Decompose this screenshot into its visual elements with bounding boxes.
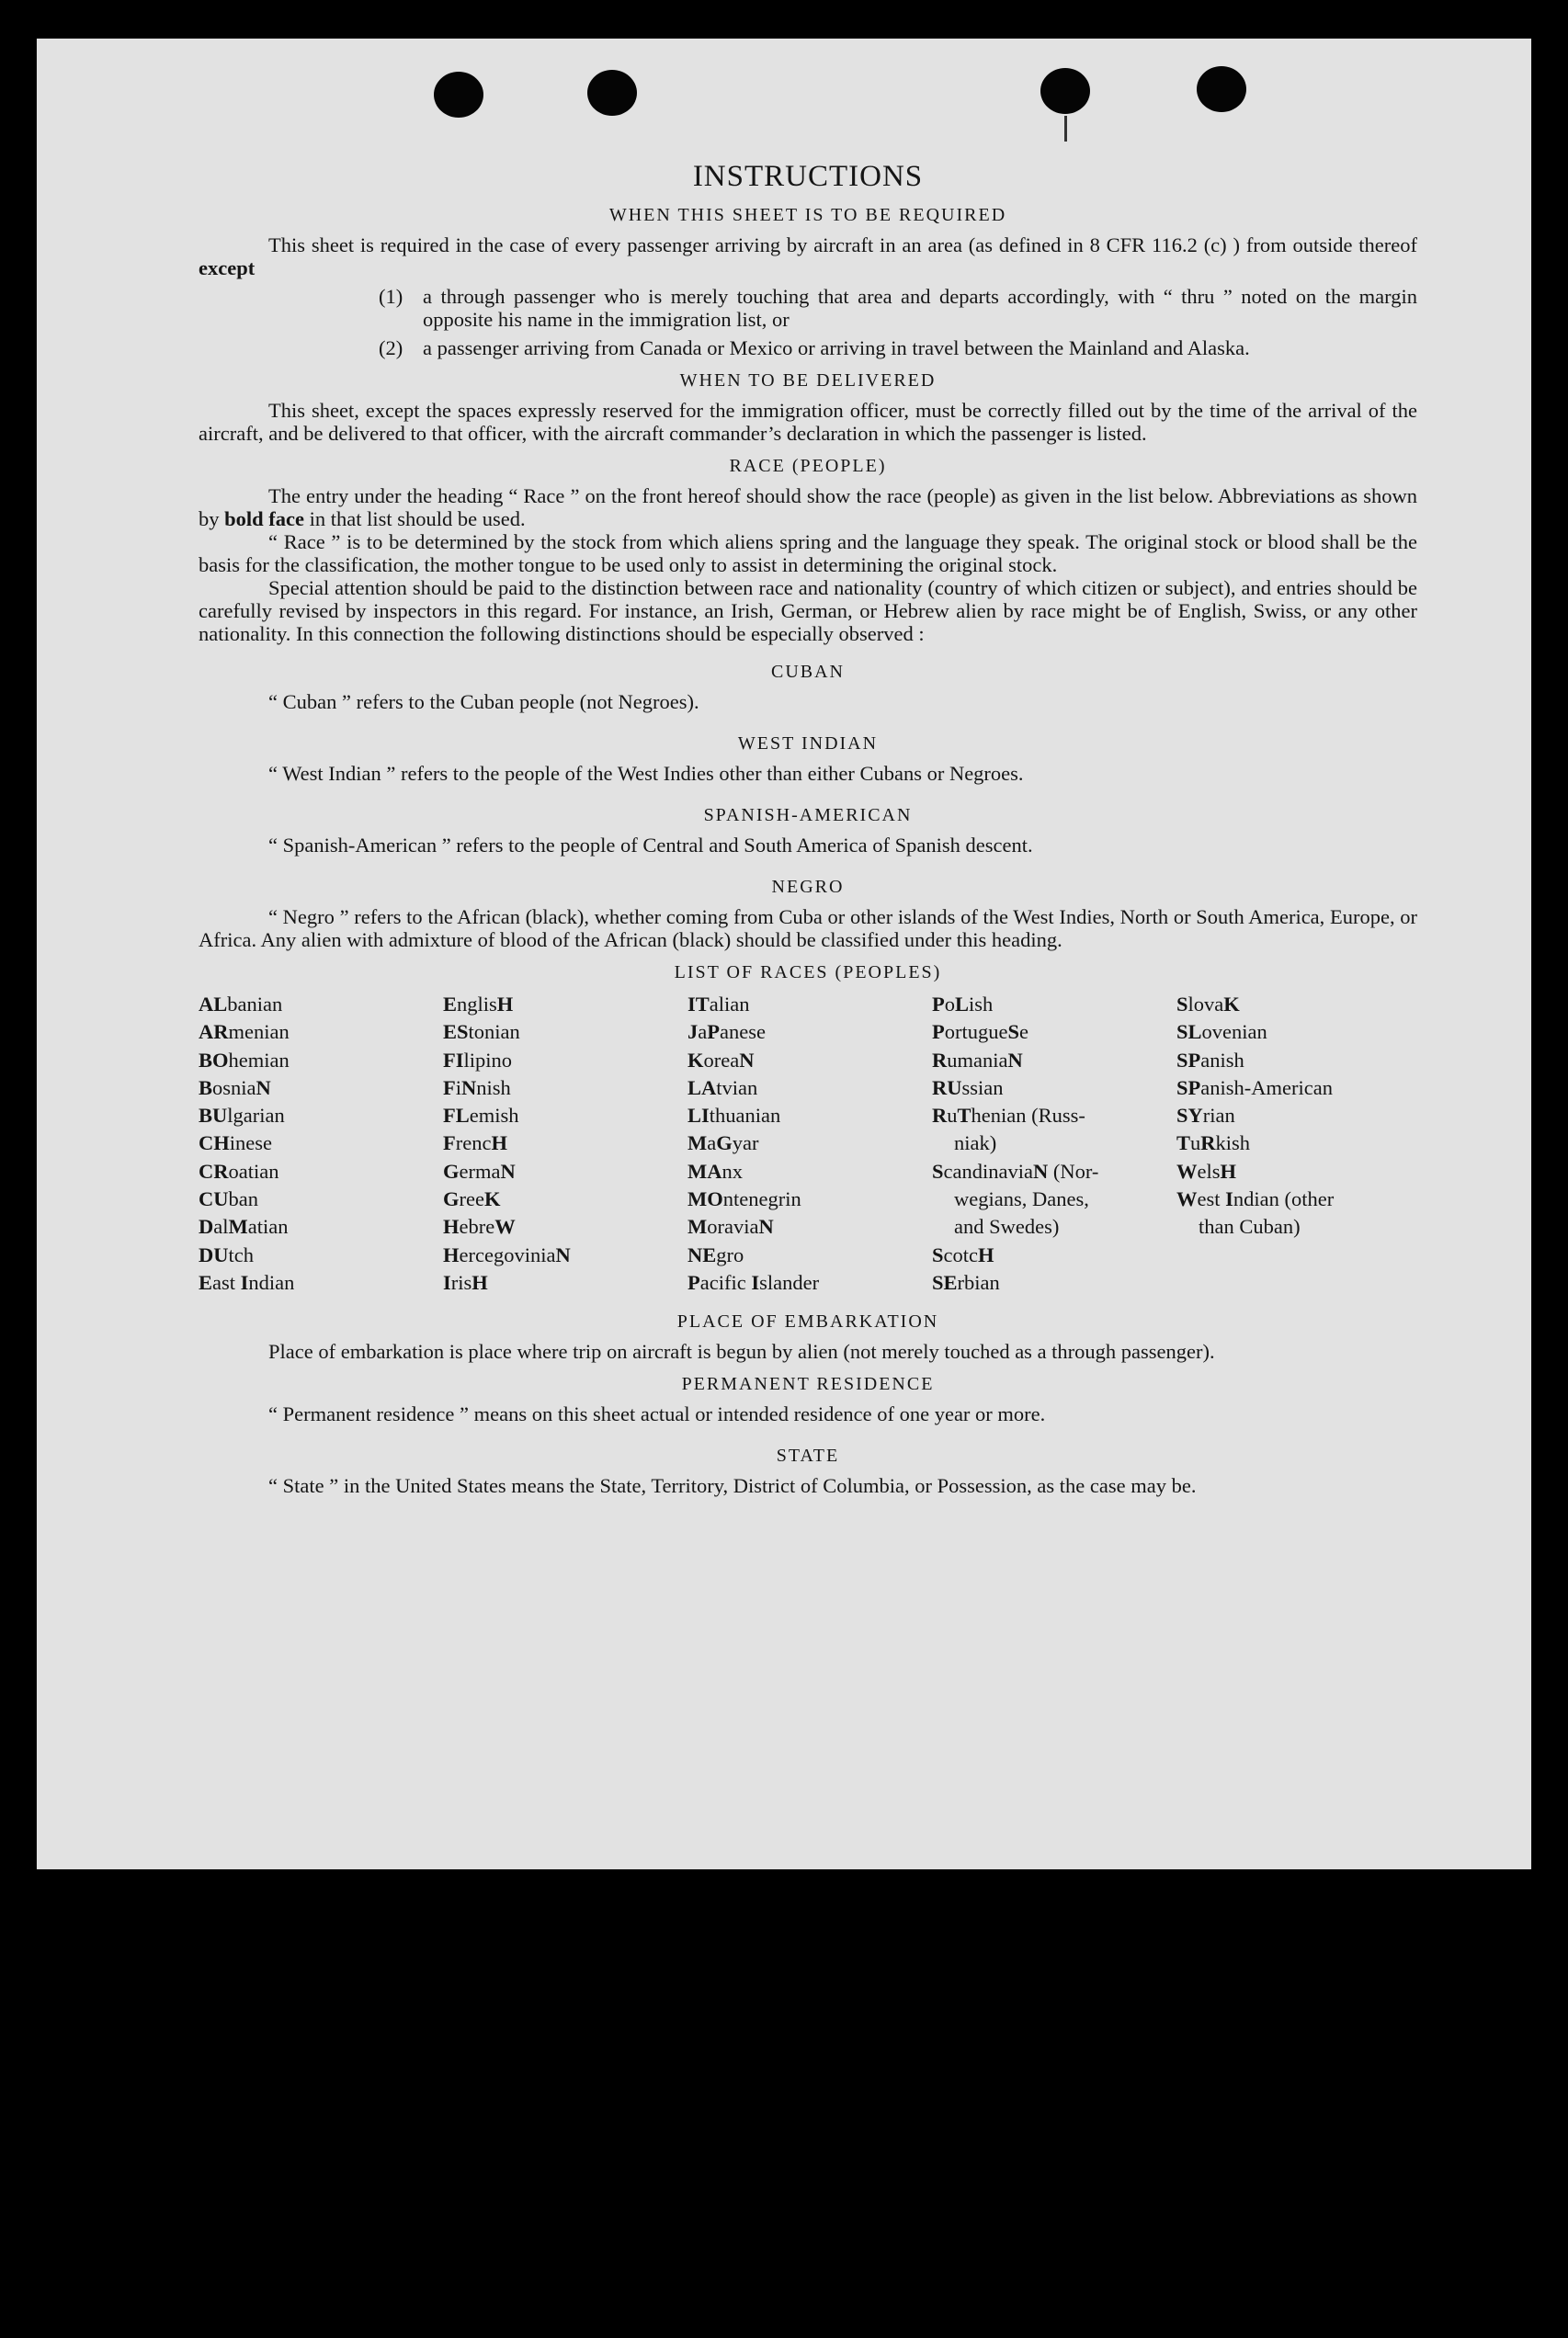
punch-hole (587, 70, 637, 116)
delivered-text: This sheet, except the spaces expressly reserved for the immigration officer, must be correctly filled out by the time of the arrival of the aircraft, and be delivered to that officer, with the aircraft commander’s declaration in which the passenger is listed. (199, 399, 1417, 445)
section-heading-required: WHEN THIS SHEET IS TO BE REQUIRED (608, 205, 1007, 225)
section-heading-race: RACE (PEOPLE) (729, 456, 887, 476)
race-entry: East Indian (199, 1270, 295, 1294)
section-heading-negro: NEGRO (771, 877, 845, 897)
permanent-residence-text: “ Permanent residence ” means on this sheet actual or intended residence of one year or more. (268, 1402, 1046, 1426)
races-column (932, 991, 1176, 1297)
instructions-body (199, 160, 1417, 1497)
race-entry: SPanish (1176, 1048, 1244, 1072)
race-entry: and Swedes) (954, 1215, 1060, 1239)
race-entry: GermaN (443, 1159, 516, 1183)
embarkation-text: Place of embarkation is place where trip on aircraft is begun by alien (not merely touched as a through passenger). (268, 1340, 1215, 1364)
section-heading-west-indian: WEST INDIAN (737, 733, 879, 754)
race-entry: HercegoviniaN (443, 1243, 571, 1266)
section-heading-races-list: LIST OF RACES (PEOPLES) (674, 962, 942, 982)
race-entry: FIlipino (443, 1048, 513, 1072)
race-entry: MoraviaN (687, 1215, 774, 1239)
race-entry: DUtch (199, 1243, 254, 1266)
race-entry: niak) (954, 1131, 997, 1155)
race-entry: DalMatian (199, 1215, 289, 1239)
page-title: INSTRUCTIONS (692, 160, 924, 193)
punch-hole (434, 72, 483, 118)
race-entry: SlovaK (1176, 993, 1240, 1016)
race-entry: NEgro (687, 1243, 744, 1266)
race-entry: BUlgarian (199, 1104, 285, 1128)
race-entry: BosniaN (199, 1075, 271, 1099)
race-entry: SLovenian (1176, 1020, 1267, 1044)
required-intro: This sheet is required in the case of every passenger arriving by aircraft in an area (as defined in 8 CFR 116.2 (c) ) from outside thereof except (199, 233, 1417, 279)
punch-hole (1197, 66, 1246, 112)
race-paragraph: Special attention should be paid to the distinction between race and nationality (country of which citizen or subject), and entries should be carefully revised by inspectors in this regard. For instance, an Irish, German, or Hebrew alien by race might be of English, Swiss, or any other nationality. In this connection the following distinctions should be especially observed : (199, 576, 1417, 645)
race-paragraph: The entry under the heading “ Race ” on the front hereof should show the race (people) as given in the list below. Abbreviations as shown by bold face in that list should be used. (199, 484, 1417, 530)
document-sheet (37, 39, 1531, 1869)
race-entry: EnglisH (443, 993, 514, 1016)
race-entry: FrencH (443, 1131, 507, 1155)
races-list (199, 991, 1417, 1297)
race-entry: GreeK (443, 1187, 501, 1211)
race-entry: IrisH (443, 1270, 488, 1294)
race-entry: LIthuanian (687, 1104, 781, 1128)
races-column (199, 991, 443, 1297)
races-column (687, 991, 932, 1297)
race-entry: wegians, Danes, (954, 1187, 1089, 1211)
race-entry: RumaniaN (932, 1048, 1023, 1072)
race-entry: FiNnish (443, 1075, 511, 1099)
negro-text: “ Negro ” refers to the African (black), whether coming from Cuba or other islands of the West Indies, North or South America, Europe, or Africa. Any alien with admixture of blood of the African (black) should be classified under this heading. (199, 905, 1417, 951)
exception-item: (1) a through passenger who is merely touching that area and departs accordingly, with “ thru ” noted on the margin opposite his name in the immigration list, or (379, 285, 1417, 331)
race-entry: TuRkish (1176, 1131, 1251, 1155)
west-indian-text: “ West Indian ” refers to the people of the West Indies other than either Cubans or Negroes. (268, 762, 1024, 785)
section-heading-spanish-american: SPANISH-AMERICAN (703, 805, 913, 825)
race-entry: LAtvian (687, 1075, 758, 1099)
race-entry: FLemish (443, 1104, 519, 1128)
race-entry: ALbanian (199, 993, 283, 1016)
race-entry: MaGyar (687, 1131, 759, 1155)
race-entry: CRoatian (199, 1159, 279, 1183)
section-heading-delivered: WHEN TO BE DELIVERED (679, 370, 937, 391)
section-heading-state: STATE (776, 1446, 840, 1467)
race-entry: WelsH (1176, 1159, 1237, 1183)
races-column (443, 991, 687, 1297)
race-entry: MOntenegrin (687, 1187, 801, 1211)
race-entry: MAnx (687, 1159, 743, 1183)
race-entry: BOhemian (199, 1048, 290, 1072)
section-heading-cuban: CUBAN (770, 662, 845, 682)
spanish-american-text: “ Spanish-American ” refers to the people of Central and South America of Spanish descent. (268, 834, 1033, 857)
race-entry: PortugueSe (932, 1020, 1028, 1044)
race-entry: ITalian (687, 993, 750, 1016)
exception-item: (2) a passenger arriving from Canada or Mexico or arriving in travel between the Mainland and Alaska. (379, 336, 1250, 359)
race-entry: ScandinaviaN (Nor- (932, 1159, 1099, 1183)
race-entry: RuThenian (Russ- (932, 1104, 1085, 1128)
race-entry: CHinese (199, 1131, 272, 1155)
race-entry: PoLish (932, 993, 994, 1016)
section-heading-permanent-residence: PERMANENT RESIDENCE (681, 1374, 935, 1395)
race-entry: SPanish-American (1176, 1075, 1333, 1099)
race-entry: than Cuban) (1199, 1215, 1301, 1239)
race-entry: SYrian (1176, 1104, 1235, 1128)
punch-hole (1040, 68, 1090, 114)
ink-mark (1064, 116, 1067, 142)
race-entry: Pacific Islander (687, 1270, 820, 1294)
race-entry: SErbian (932, 1270, 1000, 1294)
state-text: “ State ” in the United States means the State, Territory, District of Columbia, or Possession, as the case may be. (268, 1474, 1197, 1498)
race-entry: KoreaN (687, 1048, 755, 1072)
race-entry: CUban (199, 1187, 258, 1211)
race-entry: RUssian (932, 1075, 1004, 1099)
race-entry: JaPanese (687, 1020, 766, 1044)
race-entry: ARmenian (199, 1020, 290, 1044)
races-column (1176, 991, 1417, 1297)
race-paragraph: “ Race ” is to be determined by the stock from which aliens spring and the language they speak. The original stock or blood shall be the basis for the classification, the mother tongue to be used only to assist in determining the original stock. (199, 530, 1417, 576)
cuban-text: “ Cuban ” refers to the Cuban people (not Negroes). (268, 690, 699, 713)
race-entry: EStonian (443, 1020, 520, 1044)
race-entry: West Indian (other (1176, 1187, 1335, 1211)
section-heading-embarkation: PLACE OF EMBARKATION (676, 1311, 939, 1333)
race-entry: HebreW (443, 1215, 516, 1239)
race-entry: ScotcH (932, 1243, 994, 1266)
